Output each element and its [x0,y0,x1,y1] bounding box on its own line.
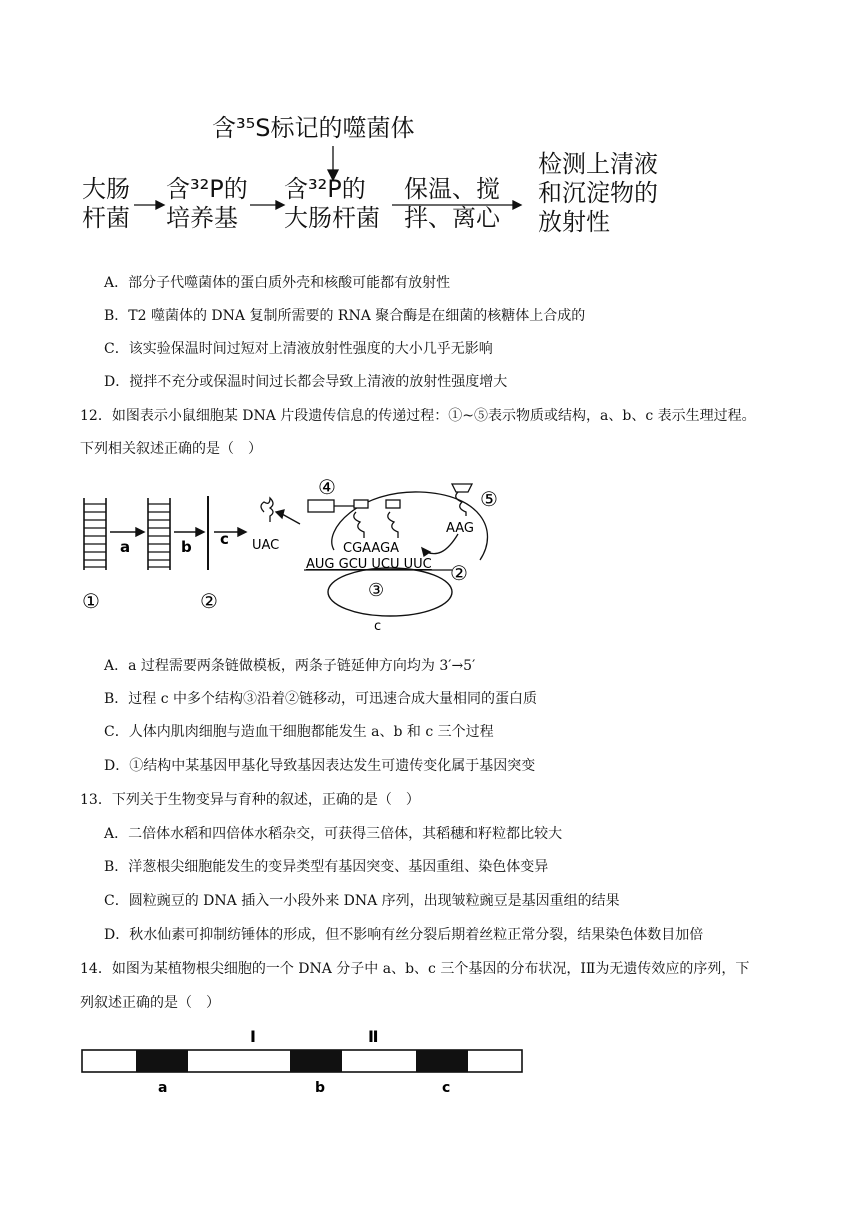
figure-dna-genes [70,1020,540,1100]
fig1-box1: 大肠 杆菌 [82,175,130,232]
q12-option-b: B．过程 c 中多个结构③沿着②链移动，可迅速合成大量相同的蛋白质 [104,691,538,707]
gene-b-label: b [315,1080,326,1096]
q13-option-d: D．秋水仙素可抑制纺锤体的形成，但不影响有丝分裂后期着丝粒正常分裂，结果染色体数目加倍 [104,927,704,943]
anticodons-bound: CGAAGA [343,541,400,556]
q12-option-a: A．a 过程需要两条链做模板，两条子链延伸方向均为 3′→5′ [104,658,476,674]
gene-b-block [290,1050,342,1072]
fig1-box3: 含³²P的 大肠杆菌 [284,175,380,232]
q12-stem-line2: 下列相关叙述正确的是（ ） [80,441,262,457]
fig1-box5: 检测上清液 和沉淀物的 放射性 [538,150,658,236]
q13-option-a: A．二倍体水稻和四倍体水稻杂交，可获得三倍体，其稻穗和籽粒都比较大 [104,826,563,842]
q14-stem-line1: 14．如图为某植物根尖细胞的一个 DNA 分子中 a、b、c 三个基因的分布状况，IⅡ为无遗传效应的序列，下 [80,961,750,977]
gene-a-label: a [158,1080,168,1096]
q14-stem-line2: 列叙述正确的是（ ） [80,995,220,1011]
fig1-box4: 保温、搅 拌、离心 [404,175,500,232]
q12-option-c: C．人体内肌肉细胞与造血干细胞都能发生 a、b 和 c 三个过程 [104,724,494,740]
label-I: I [250,1027,256,1046]
q11-option-a: A．部分子代噬菌体的蛋白质外壳和核酸可能都有放射性 [104,275,451,291]
label-1: ① [82,589,100,613]
label-2a: ② [200,589,218,613]
q13-option-b: B．洋葱根尖细胞能发生的变异类型有基因突变、基因重组、染色体变异 [104,859,549,875]
gene-c-label: c [442,1080,451,1096]
q12-option-d: D．①结构中某基因甲基化导致基因表达发生可遗传变化属于基因突变 [104,758,536,774]
fig1-box2: 含³²P的 培养基 [166,175,248,232]
fig1-top-label: 含³⁵S标记的噬菌体 [212,114,415,142]
figure-gene-expression [60,470,540,640]
q11-option-b: B．T2 噬菌体的 DNA 复制所需要的 RNA 聚合酶是在细菌的核糖体上合成的 [104,308,586,324]
label-II: Ⅱ [368,1027,379,1046]
arrow-c-label: c [220,530,229,548]
arrow-a-label: a [120,538,131,556]
label-5: ⑤ [480,487,498,511]
bottom-c-label: c [374,619,382,634]
arrow-b-label: b [181,538,192,556]
q11-option-c: C．该实验保温时间过短对上清液放射性强度的大小几乎无影响 [104,341,493,357]
q13-option-c: C．圆粒豌豆的 DNA 插入一小段外来 DNA 序列，出现皱粒豌豆是基因重组的结果 [104,893,620,909]
label-2b: ② [450,561,468,585]
q11-option-d: D．搅拌不充分或保温时间过长都会导致上清液的放射性强度增大 [104,374,508,390]
gene-c-block [416,1050,468,1072]
label-4: ④ [318,475,336,499]
anticodon-free: UAC [252,538,280,553]
mrna-sequence: AUG GCU UCU UUC [306,557,432,572]
anticodon-incoming: AAG [446,521,474,536]
gene-a-block [136,1050,188,1072]
q13-stem: 13．下列关于生物变异与育种的叙述，正确的是（ ） [80,792,420,808]
label-3: ③ [368,580,385,601]
q12-stem-line1: 12．如图表示小鼠细胞某 DNA 片段遗传信息的传递过程：①~⑤表示物质或结构，a、b、c 表示生理过程。 [80,408,756,424]
